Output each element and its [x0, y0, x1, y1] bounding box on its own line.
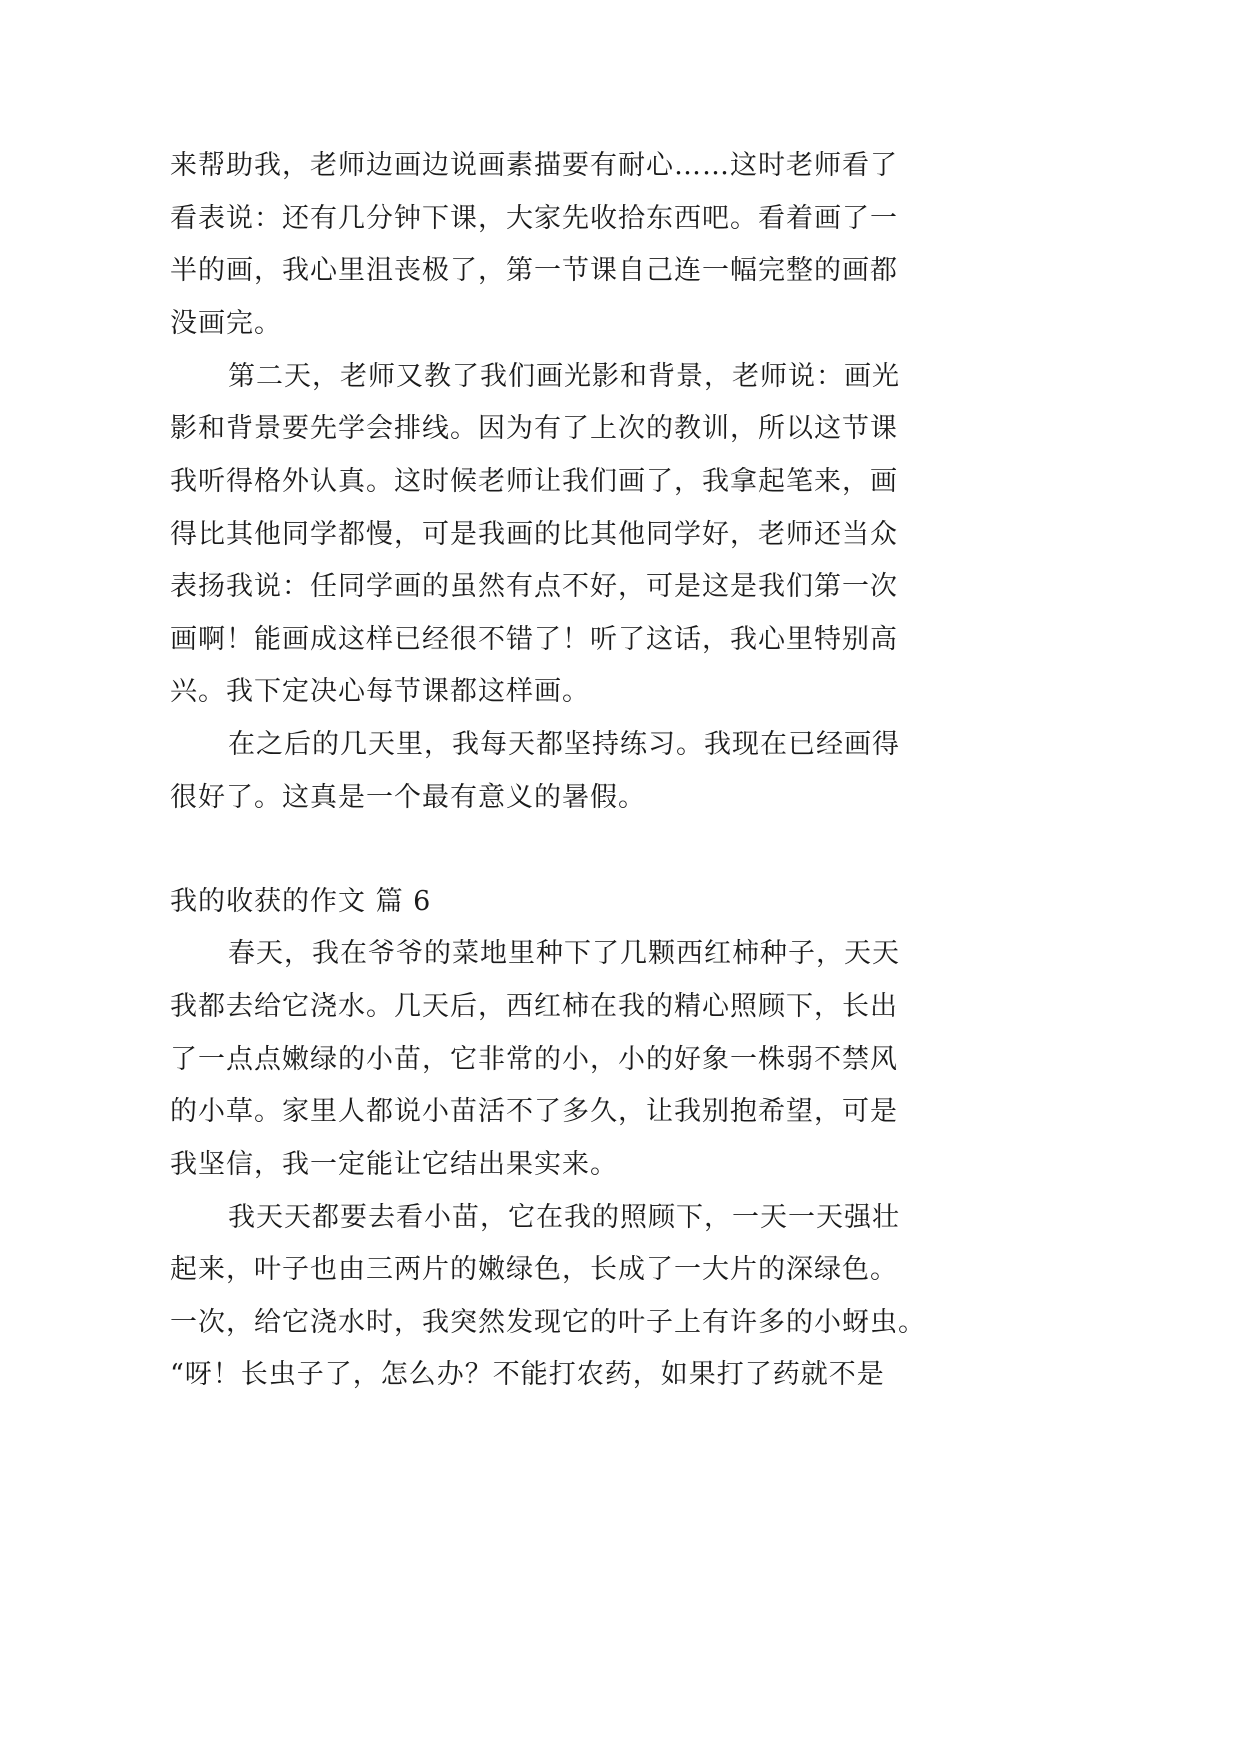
paragraph-first-line: 在之后的几天里，我每天都坚持练习。我现在已经画得	[228, 729, 900, 760]
text-line: 半的画，我心里沮丧极了，第一节课自己连一幅完整的画都	[170, 255, 898, 286]
text-line: 来帮助我，老师边画边说画素描要有耐心……这时老师看了	[170, 150, 898, 181]
text-line: 很好了。这真是一个最有意义的暑假。	[170, 782, 646, 813]
text-line: “呀！长虫子了，怎么办？不能打农药，如果打了药就不是	[170, 1359, 885, 1390]
text-line: 我听得格外认真。这时候老师让我们画了，我拿起笔来，画	[170, 466, 898, 497]
paragraph-first-line: 春天，我在爷爷的菜地里种下了几颗西红柿种子，天天	[228, 938, 900, 969]
text-line: 没画完。	[170, 308, 282, 339]
text-line: 的小草。家里人都说小苗活不了多久，让我别抱希望，可是	[170, 1096, 898, 1127]
text-line: 我都去给它浇水。几天后，西红柿在我的精心照顾下，长出	[170, 991, 898, 1022]
text-line: 一次，给它浇水时，我突然发现它的叶子上有许多的小蚜虫。	[170, 1307, 926, 1338]
text-line: 我坚信，我一定能让它结出果实来。	[170, 1149, 618, 1180]
paragraph-first-line: 第二天，老师又教了我们画光影和背景，老师说：画光	[228, 361, 900, 392]
text-line: 影和背景要先学会排线。因为有了上次的教训，所以这节课	[170, 413, 898, 444]
text-line: 看表说：还有几分钟下课，大家先收拾东西吧。看着画了一	[170, 203, 898, 234]
section-title: 我的收获的作文 篇 6	[170, 886, 432, 917]
text-line: 兴。我下定决心每节课都这样画。	[170, 676, 590, 707]
text-line: 画啊！能画成这样已经很不错了！听了这话，我心里特别高	[170, 624, 898, 655]
text-line: 表扬我说：任同学画的虽然有点不好，可是这是我们第一次	[170, 571, 898, 602]
text-line: 了一点点嫩绿的小苗，它非常的小，小的好象一株弱不禁风	[170, 1044, 898, 1075]
text-line: 得比其他同学都慢，可是我画的比其他同学好，老师还当众	[170, 519, 898, 550]
paragraph-first-line: 我天天都要去看小苗，它在我的照顾下，一天一天强壮	[228, 1202, 900, 1233]
text-line: 起来，叶子也由三两片的嫩绿色，长成了一大片的深绿色。	[170, 1254, 898, 1285]
